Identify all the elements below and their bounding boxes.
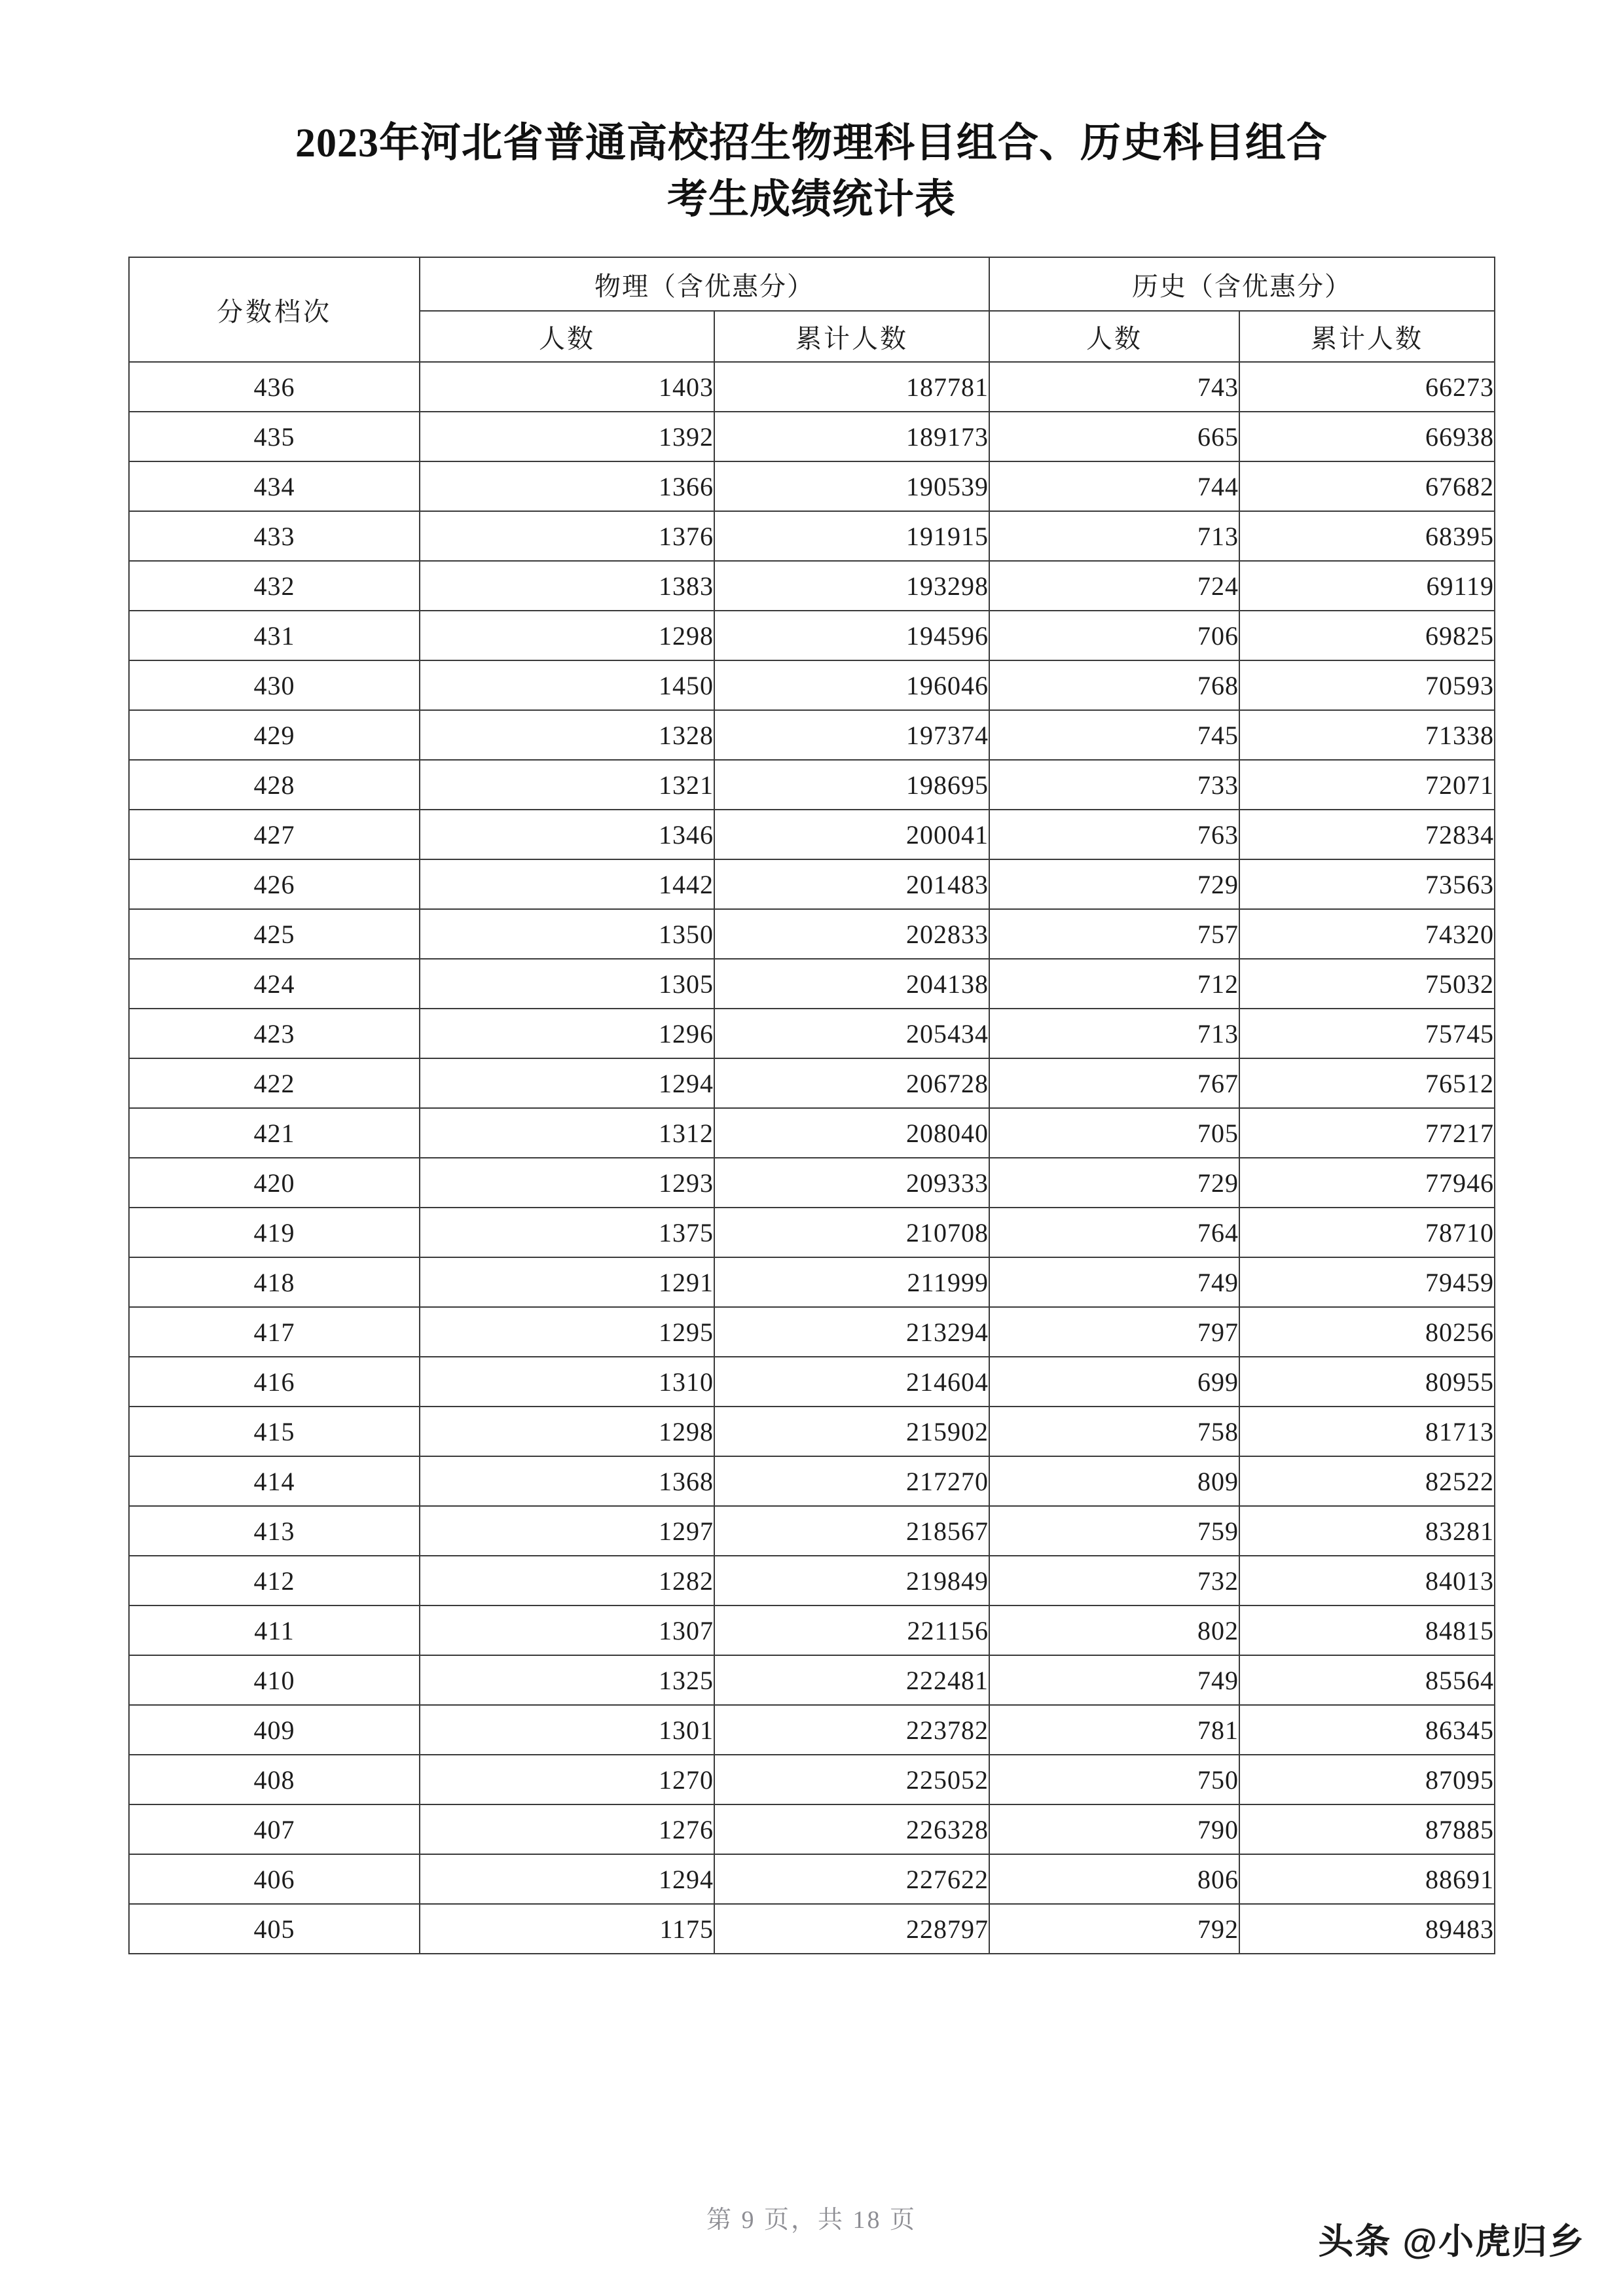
cell-score-band: 431 <box>129 611 420 660</box>
table-row <box>129 362 1495 412</box>
header-history-cumulative: 累计人数 <box>1239 311 1495 362</box>
cell-history-cumulative: 77217 <box>1239 1108 1495 1158</box>
cell-physics-count: 1346 <box>420 810 714 859</box>
cell-score-band: 415 <box>129 1407 420 1456</box>
cell-score-band: 407 <box>129 1804 420 1854</box>
cell-score-band: 429 <box>129 710 420 760</box>
cell-physics-count: 1294 <box>420 1854 714 1904</box>
cell-physics-count: 1328 <box>420 710 714 760</box>
cell-history-count: 744 <box>989 461 1239 511</box>
cell-physics-cumulative: 210708 <box>714 1208 989 1257</box>
cell-history-cumulative: 77946 <box>1239 1158 1495 1208</box>
cell-history-cumulative: 83281 <box>1239 1506 1495 1556</box>
cell-physics-count: 1321 <box>420 760 714 810</box>
table-row <box>129 1506 1495 1556</box>
cell-history-count: 699 <box>989 1357 1239 1407</box>
cell-score-band: 409 <box>129 1705 420 1755</box>
table-row <box>129 1158 1495 1208</box>
cell-history-count: 733 <box>989 760 1239 810</box>
table-row <box>129 760 1495 810</box>
cell-score-band: 418 <box>129 1257 420 1307</box>
cell-history-cumulative: 78710 <box>1239 1208 1495 1257</box>
cell-physics-cumulative: 213294 <box>714 1307 989 1357</box>
table-row <box>129 1058 1495 1108</box>
cell-physics-cumulative: 202833 <box>714 909 989 959</box>
cell-physics-count: 1293 <box>420 1158 714 1208</box>
cell-history-count: 758 <box>989 1407 1239 1456</box>
cell-history-count: 749 <box>989 1655 1239 1705</box>
cell-history-cumulative: 75745 <box>1239 1009 1495 1058</box>
cell-physics-cumulative: 191915 <box>714 511 989 561</box>
cell-history-count: 729 <box>989 1158 1239 1208</box>
cell-score-band: 410 <box>129 1655 420 1705</box>
score-statistics-table <box>128 257 1495 1954</box>
cell-history-cumulative: 87095 <box>1239 1755 1495 1804</box>
cell-physics-count: 1297 <box>420 1506 714 1556</box>
cell-physics-count: 1291 <box>420 1257 714 1307</box>
cell-history-cumulative: 76512 <box>1239 1058 1495 1108</box>
table-row <box>129 1456 1495 1506</box>
cell-history-count: 797 <box>989 1307 1239 1357</box>
cell-physics-count: 1376 <box>420 511 714 561</box>
cell-physics-count: 1298 <box>420 611 714 660</box>
cell-score-band: 434 <box>129 461 420 511</box>
table-row <box>129 1556 1495 1605</box>
cell-physics-count: 1375 <box>420 1208 714 1257</box>
cell-physics-cumulative: 221156 <box>714 1605 989 1655</box>
table-row <box>129 1307 1495 1357</box>
cell-physics-count: 1294 <box>420 1058 714 1108</box>
cell-physics-cumulative: 227622 <box>714 1854 989 1904</box>
cell-physics-cumulative: 218567 <box>714 1506 989 1556</box>
cell-physics-cumulative: 228797 <box>714 1904 989 1954</box>
cell-history-count: 750 <box>989 1755 1239 1804</box>
cell-physics-cumulative: 219849 <box>714 1556 989 1605</box>
cell-physics-count: 1282 <box>420 1556 714 1605</box>
cell-history-cumulative: 88691 <box>1239 1854 1495 1904</box>
cell-score-band: 428 <box>129 760 420 810</box>
cell-physics-count: 1296 <box>420 1009 714 1058</box>
cell-physics-count: 1270 <box>420 1755 714 1804</box>
cell-score-band: 414 <box>129 1456 420 1506</box>
cell-score-band: 417 <box>129 1307 420 1357</box>
cell-physics-cumulative: 187781 <box>714 362 989 412</box>
page-footer: 第 9 页，共 18 页 <box>706 2206 917 2234</box>
cell-history-count: 757 <box>989 909 1239 959</box>
cell-history-cumulative: 67682 <box>1239 461 1495 511</box>
cell-score-band: 405 <box>129 1904 420 1954</box>
table-header <box>129 257 1495 362</box>
cell-history-cumulative: 70593 <box>1239 660 1495 710</box>
cell-physics-count: 1403 <box>420 362 714 412</box>
cell-physics-cumulative: 217270 <box>714 1456 989 1506</box>
cell-physics-cumulative: 194596 <box>714 611 989 660</box>
cell-score-band: 427 <box>129 810 420 859</box>
cell-history-count: 764 <box>989 1208 1239 1257</box>
cell-history-cumulative: 69119 <box>1239 561 1495 611</box>
cell-physics-count: 1383 <box>420 561 714 611</box>
cell-score-band: 433 <box>129 511 420 561</box>
table-row <box>129 1854 1495 1904</box>
cell-history-count: 792 <box>989 1904 1239 1954</box>
table-row <box>129 1257 1495 1307</box>
cell-score-band: 408 <box>129 1755 420 1804</box>
cell-physics-cumulative: 190539 <box>714 461 989 511</box>
cell-physics-cumulative: 225052 <box>714 1755 989 1804</box>
cell-history-cumulative: 89483 <box>1239 1904 1495 1954</box>
cell-physics-cumulative: 197374 <box>714 710 989 760</box>
cell-physics-cumulative: 206728 <box>714 1058 989 1108</box>
cell-physics-cumulative: 204138 <box>714 959 989 1009</box>
cell-physics-cumulative: 215902 <box>714 1407 989 1456</box>
table-row <box>129 412 1495 461</box>
cell-physics-cumulative: 209333 <box>714 1158 989 1208</box>
cell-score-band: 426 <box>129 859 420 909</box>
cell-physics-count: 1366 <box>420 461 714 511</box>
cell-physics-count: 1310 <box>420 1357 714 1407</box>
cell-score-band: 406 <box>129 1854 420 1904</box>
table-row <box>129 511 1495 561</box>
cell-history-count: 809 <box>989 1456 1239 1506</box>
cell-history-count: 749 <box>989 1257 1239 1307</box>
table-row <box>129 1208 1495 1257</box>
cell-history-count: 790 <box>989 1804 1239 1854</box>
header-physics-group: 物理（含优惠分） <box>420 257 989 311</box>
header-history-count: 人数 <box>989 311 1239 362</box>
table-row <box>129 810 1495 859</box>
cell-history-count: 729 <box>989 859 1239 909</box>
cell-history-cumulative: 73563 <box>1239 859 1495 909</box>
cell-score-band: 430 <box>129 660 420 710</box>
cell-physics-count: 1175 <box>420 1904 714 1954</box>
cell-physics-cumulative: 189173 <box>714 412 989 461</box>
cell-history-cumulative: 66273 <box>1239 362 1495 412</box>
table-row <box>129 1108 1495 1158</box>
table-row <box>129 1655 1495 1705</box>
cell-physics-count: 1298 <box>420 1407 714 1456</box>
table-row <box>129 611 1495 660</box>
cell-history-cumulative: 74320 <box>1239 909 1495 959</box>
page-title <box>0 115 1623 228</box>
cell-score-band: 420 <box>129 1158 420 1208</box>
table-row <box>129 461 1495 511</box>
cell-history-cumulative: 79459 <box>1239 1257 1495 1307</box>
header-physics-count: 人数 <box>420 311 714 362</box>
cell-history-cumulative: 80256 <box>1239 1307 1495 1357</box>
cell-physics-cumulative: 214604 <box>714 1357 989 1407</box>
table-row <box>129 959 1495 1009</box>
cell-physics-cumulative: 208040 <box>714 1108 989 1158</box>
cell-history-count: 713 <box>989 1009 1239 1058</box>
cell-physics-cumulative: 200041 <box>714 810 989 859</box>
table-row <box>129 1755 1495 1804</box>
cell-history-cumulative: 85564 <box>1239 1655 1495 1705</box>
cell-history-count: 712 <box>989 959 1239 1009</box>
cell-physics-count: 1301 <box>420 1705 714 1755</box>
cell-history-cumulative: 80955 <box>1239 1357 1495 1407</box>
cell-physics-cumulative: 205434 <box>714 1009 989 1058</box>
cell-physics-count: 1305 <box>420 959 714 1009</box>
cell-score-band: 411 <box>129 1605 420 1655</box>
cell-physics-cumulative: 211999 <box>714 1257 989 1307</box>
cell-physics-count: 1295 <box>420 1307 714 1357</box>
cell-score-band: 413 <box>129 1506 420 1556</box>
cell-history-cumulative: 82522 <box>1239 1456 1495 1506</box>
cell-history-cumulative: 75032 <box>1239 959 1495 1009</box>
cell-history-count: 705 <box>989 1108 1239 1158</box>
cell-history-cumulative: 69825 <box>1239 611 1495 660</box>
cell-history-count: 767 <box>989 1058 1239 1108</box>
table-row <box>129 909 1495 959</box>
cell-score-band: 416 <box>129 1357 420 1407</box>
cell-history-cumulative: 71338 <box>1239 710 1495 760</box>
cell-physics-cumulative: 193298 <box>714 561 989 611</box>
cell-score-band: 412 <box>129 1556 420 1605</box>
table-row <box>129 1904 1495 1954</box>
table-row <box>129 561 1495 611</box>
cell-score-band: 432 <box>129 561 420 611</box>
cell-score-band: 424 <box>129 959 420 1009</box>
cell-physics-count: 1350 <box>420 909 714 959</box>
cell-history-count: 743 <box>989 362 1239 412</box>
table-row <box>129 1705 1495 1755</box>
title-line-1: 2023年河北省普通高校招生物理科目组合、历史科目组合 <box>295 121 1328 166</box>
table-row <box>129 710 1495 760</box>
cell-history-cumulative: 84815 <box>1239 1605 1495 1655</box>
cell-physics-cumulative: 222481 <box>714 1655 989 1705</box>
cell-history-count: 763 <box>989 810 1239 859</box>
cell-physics-cumulative: 198695 <box>714 760 989 810</box>
table-row <box>129 1357 1495 1407</box>
cell-history-cumulative: 86345 <box>1239 1705 1495 1755</box>
cell-physics-cumulative: 196046 <box>714 660 989 710</box>
cell-physics-count: 1307 <box>420 1605 714 1655</box>
cell-history-count: 732 <box>989 1556 1239 1605</box>
cell-history-count: 745 <box>989 710 1239 760</box>
cell-score-band: 419 <box>129 1208 420 1257</box>
table-body <box>129 362 1495 1954</box>
cell-history-cumulative: 72834 <box>1239 810 1495 859</box>
cell-physics-count: 1450 <box>420 660 714 710</box>
cell-history-cumulative: 66938 <box>1239 412 1495 461</box>
cell-history-count: 768 <box>989 660 1239 710</box>
cell-history-count: 759 <box>989 1506 1239 1556</box>
cell-score-band: 421 <box>129 1108 420 1158</box>
cell-history-count: 665 <box>989 412 1239 461</box>
cell-history-count: 724 <box>989 561 1239 611</box>
cell-score-band: 425 <box>129 909 420 959</box>
cell-history-count: 802 <box>989 1605 1239 1655</box>
score-statistics-table-container <box>128 257 1494 1954</box>
cell-history-count: 781 <box>989 1705 1239 1755</box>
cell-history-cumulative: 81713 <box>1239 1407 1495 1456</box>
cell-physics-count: 1368 <box>420 1456 714 1506</box>
cell-history-cumulative: 68395 <box>1239 511 1495 561</box>
table-row <box>129 660 1495 710</box>
cell-history-cumulative: 72071 <box>1239 760 1495 810</box>
table-row <box>129 1407 1495 1456</box>
cell-history-cumulative: 84013 <box>1239 1556 1495 1605</box>
header-history-group: 历史（含优惠分） <box>989 257 1495 311</box>
title-line-2: 考生成绩统计表 <box>666 177 956 222</box>
header-physics-cumulative: 累计人数 <box>714 311 989 362</box>
cell-physics-cumulative: 223782 <box>714 1705 989 1755</box>
cell-physics-count: 1325 <box>420 1655 714 1705</box>
cell-physics-cumulative: 201483 <box>714 859 989 909</box>
header-row-groups <box>129 257 1495 311</box>
cell-score-band: 423 <box>129 1009 420 1058</box>
table-row <box>129 1605 1495 1655</box>
cell-history-count: 713 <box>989 511 1239 561</box>
cell-score-band: 436 <box>129 362 420 412</box>
cell-score-band: 422 <box>129 1058 420 1108</box>
cell-history-count: 806 <box>989 1854 1239 1904</box>
cell-physics-cumulative: 226328 <box>714 1804 989 1854</box>
cell-history-count: 706 <box>989 611 1239 660</box>
watermark: 头条 @小虎归乡 <box>1318 2222 1585 2261</box>
cell-physics-count: 1276 <box>420 1804 714 1854</box>
cell-physics-count: 1392 <box>420 412 714 461</box>
cell-physics-count: 1312 <box>420 1108 714 1158</box>
table-row <box>129 859 1495 909</box>
cell-history-cumulative: 87885 <box>1239 1804 1495 1854</box>
table-row <box>129 1009 1495 1058</box>
cell-score-band: 435 <box>129 412 420 461</box>
cell-physics-count: 1442 <box>420 859 714 909</box>
header-score-band: 分数档次 <box>129 257 420 362</box>
table-row <box>129 1804 1495 1854</box>
